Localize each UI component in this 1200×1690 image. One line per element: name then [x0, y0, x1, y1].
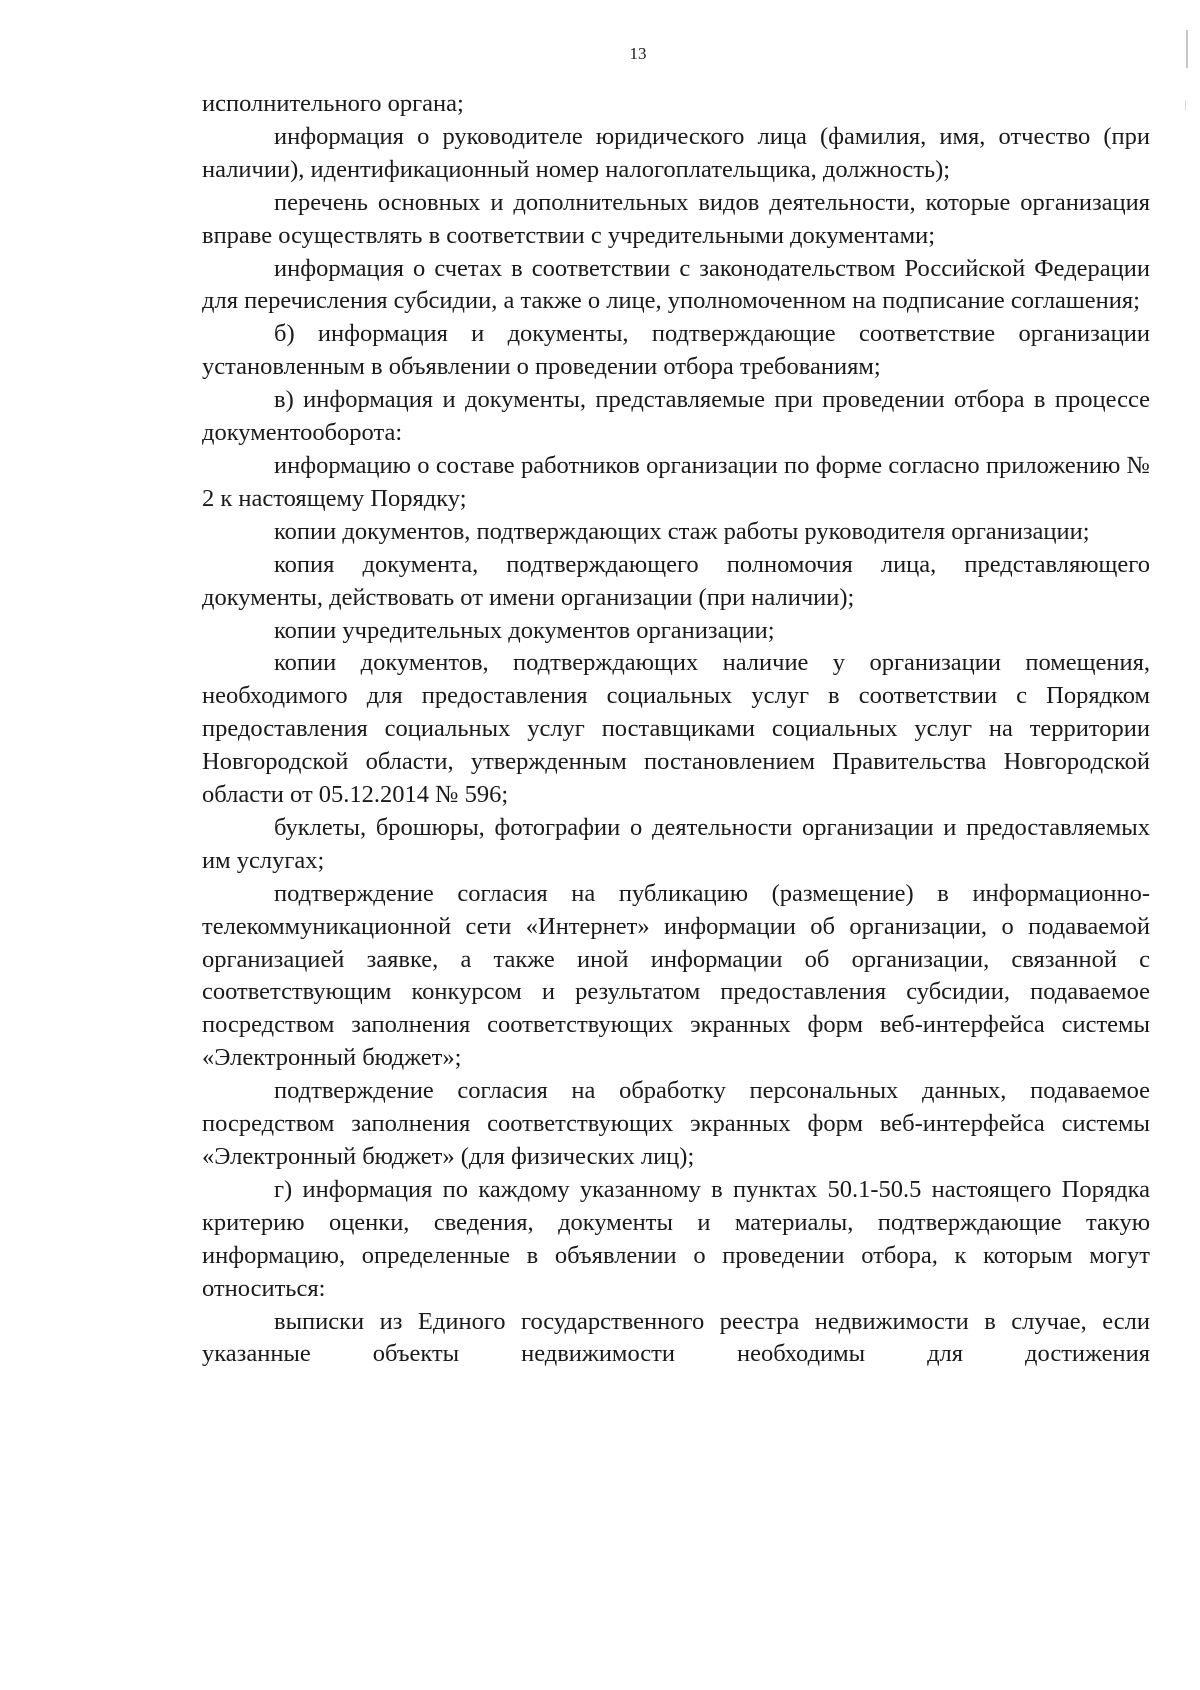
paragraph: в) информация и документы, представляемые при проведении отбора в процессе документооборота:	[202, 386, 1150, 447]
paragraph: копия документа, подтверждающего полномочия лица, представляющего документы, действовать от имени организации (при наличии);	[202, 550, 1150, 611]
paragraph: перечень основных и дополнительных видов деятельности, которые организация вправе осуществлять в соответствии с учредительными документами;	[202, 188, 1150, 249]
paragraph: буклеты, брошюры, фотографии о деятельности организации и предоставляемых им услугах;	[202, 813, 1150, 874]
paragraph: информация о руководителе юридического лица (фамилия, имя, отчество (при наличии), идентификационный номер налогоплательщика, должность);	[202, 122, 1150, 183]
paragraph: копии документов, подтверждающих стаж работы руководителя организации;	[274, 517, 1090, 545]
paragraph: копии учредительных документов организации;	[274, 616, 775, 644]
paragraph: информацию о составе работников организации по форме согласно приложению № 2 к настоящему Порядку;	[202, 451, 1150, 512]
paragraph: копии документов, подтверждающих наличие у организации помещения, необходимого для предоставления социальных услуг в соответствии с Порядком предоставления социальных услуг поставщиками социальных услуг на территории Новгородской области, утвержденным постановлением Правительства Новгородской области от 05.12.2014 № 596;	[202, 649, 1150, 809]
paragraph: исполнительного органа;	[202, 90, 464, 117]
page-number: 13	[629, 44, 647, 63]
document-body	[202, 88, 1150, 1371]
paragraph: выписки из Единого государственного реестра недвижимости в случае, если указанные объекты недвижимости необходимы для достижения	[202, 1307, 1150, 1368]
paragraph: подтверждение согласия на обработку персональных данных, подаваемое посредством заполнения соответствующих экранных форм веб-интерфейса системы «Электронный бюджет» (для физических лиц);	[202, 1077, 1150, 1170]
paragraph: г) информация по каждому указанному в пунктах 50.1-50.5 настоящего Порядка критерию оценки, сведения, документы и материалы, подтверждающие такую информацию, определенные в объявлении о проведении отбора, к которым могут относиться:	[202, 1175, 1150, 1302]
paragraph: информация о счетах в соответствии с законодательством Российской Федерации для перечисления субсидии, а также о лице, уполномоченном на подписание соглашения;	[202, 254, 1150, 315]
paragraph: б) информация и документы, подтверждающие соответствие организации установленным в объявлении о проведении отбора требованиям;	[202, 320, 1150, 381]
scan-edge-mark	[1185, 100, 1186, 110]
paragraph: подтверждение согласия на публикацию (размещение) в информационно-телекоммуникационной сети «Интернет» информации об организации, о подаваемой организацией заявке, а также иной информации об организации, связанной с соответствующим конкурсом и результатом предоставления субсидии, подаваемое посредством заполнения соответствующих экранных форм веб-интерфейса системы «Электронный бюджет»;	[202, 879, 1150, 1072]
